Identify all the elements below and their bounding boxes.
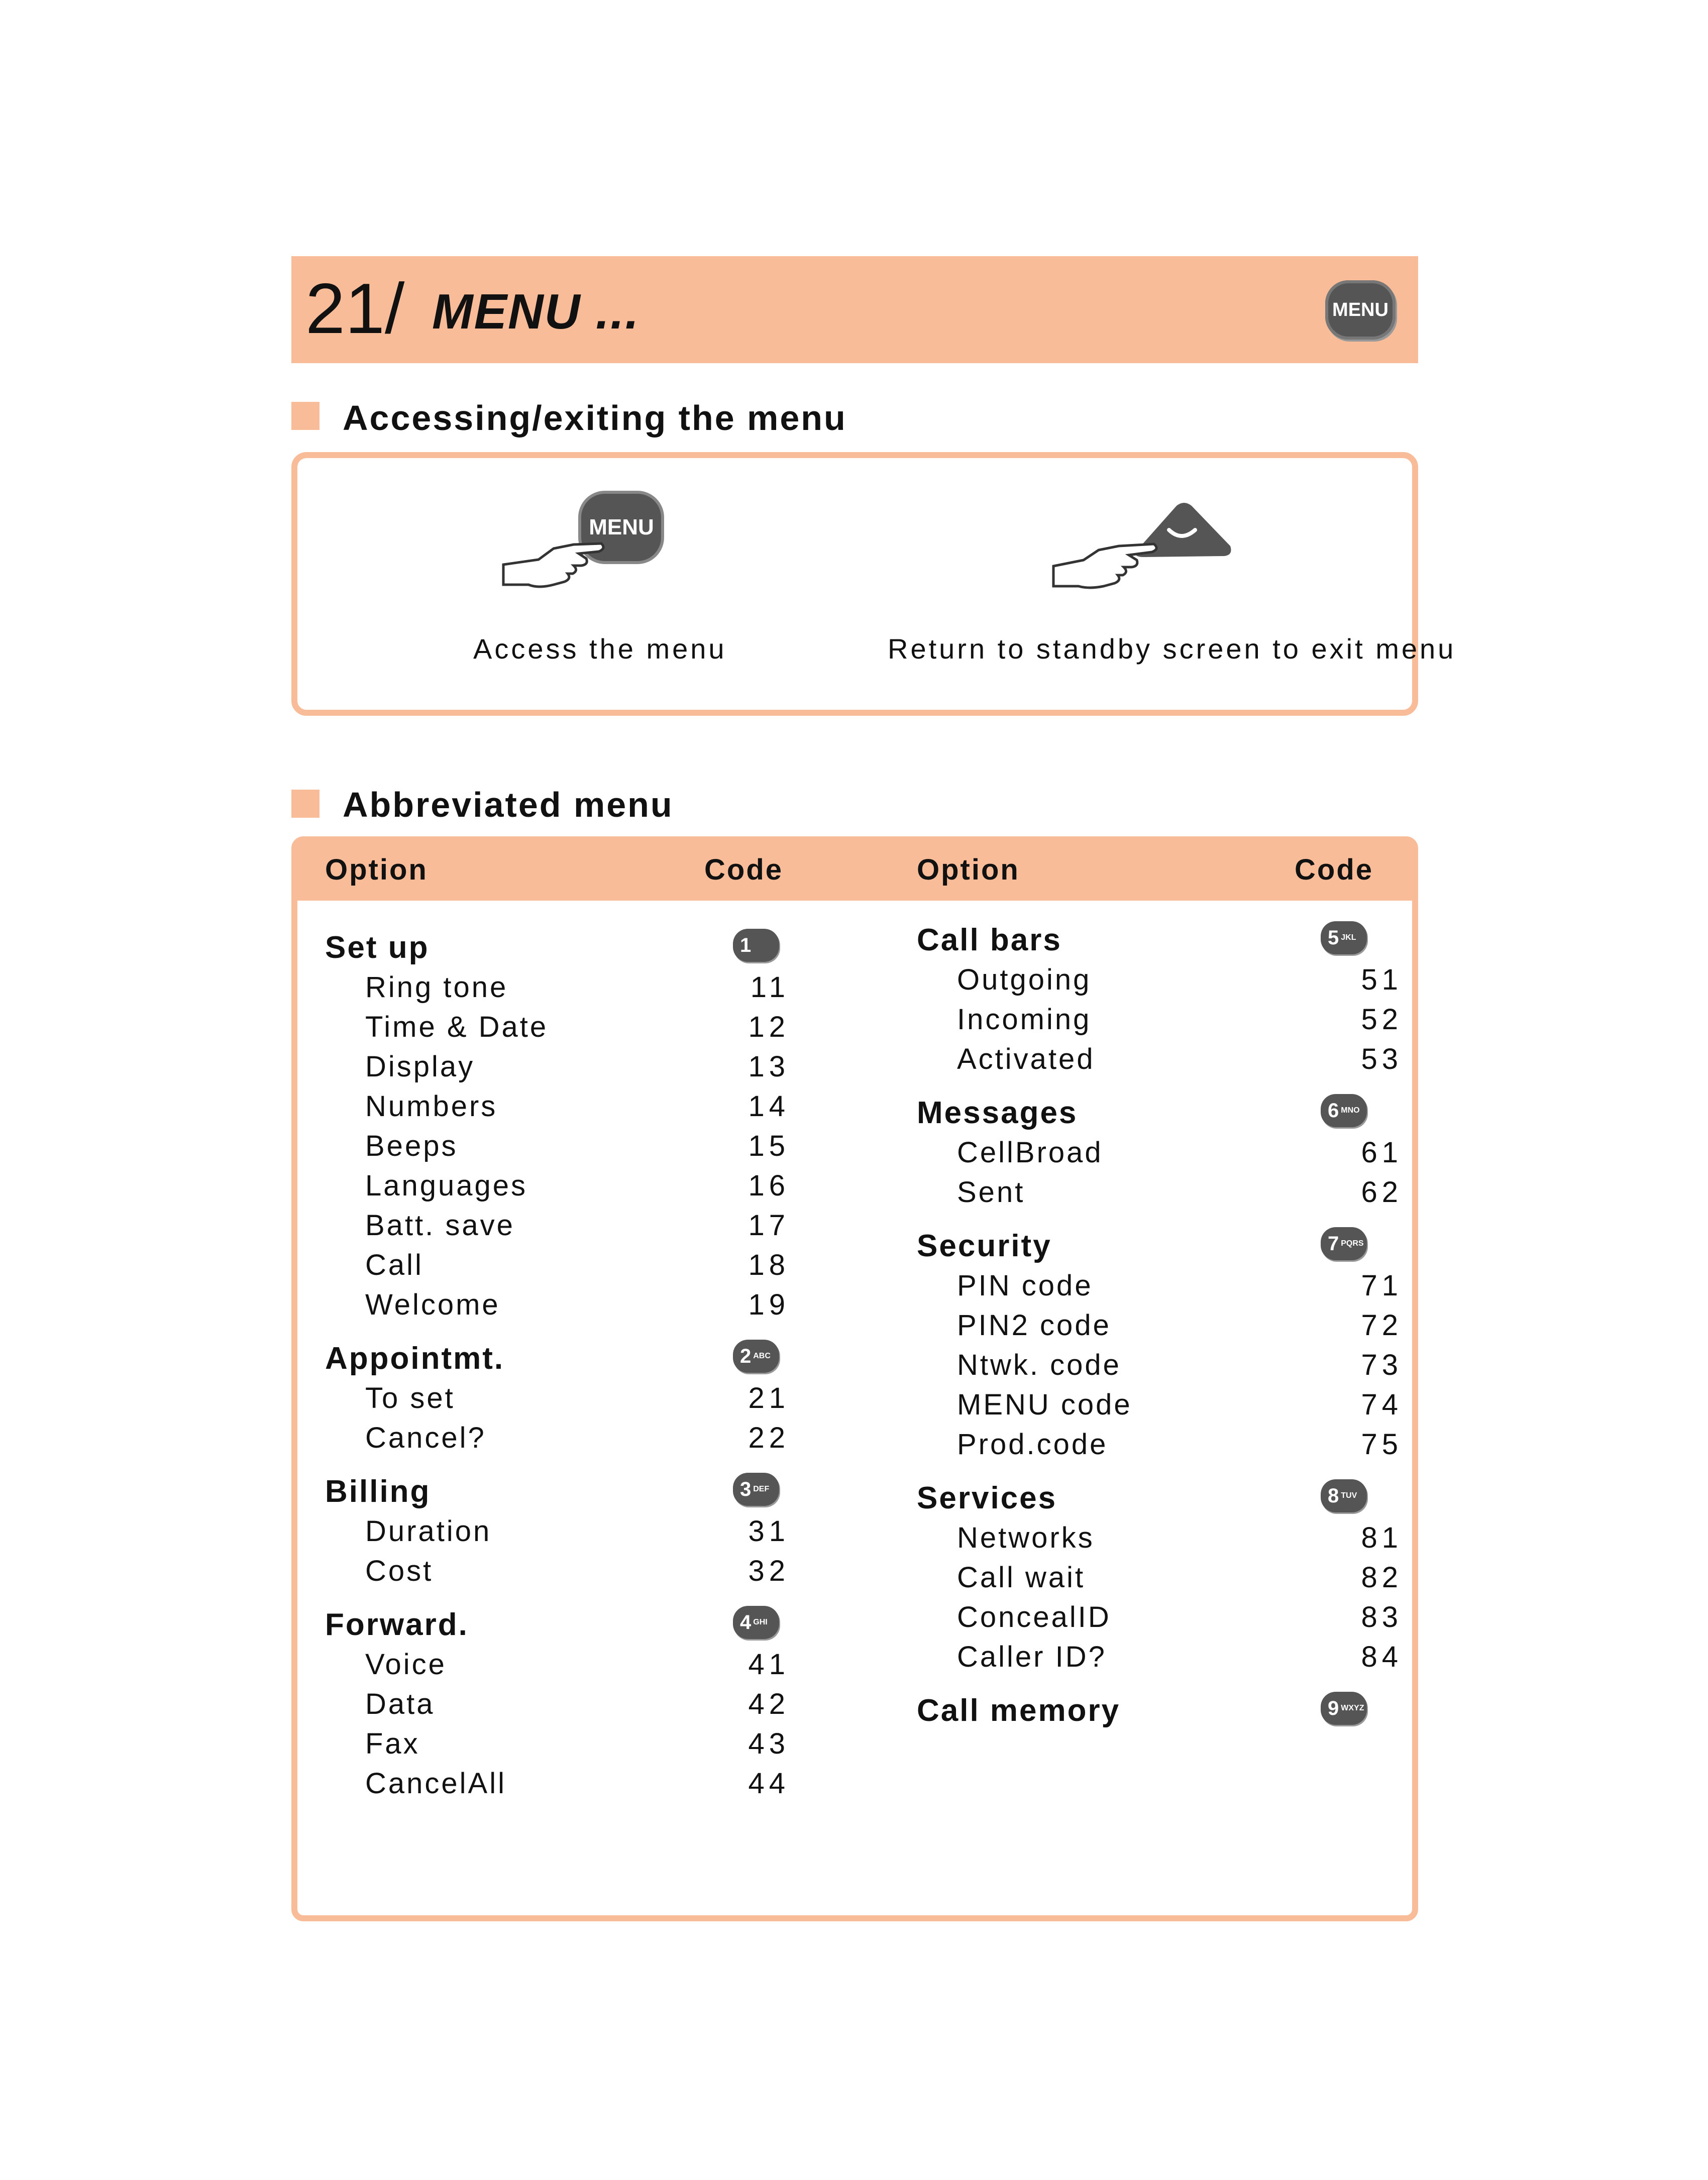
menu-item-code: 82 [1361, 1561, 1403, 1594]
svg-text:MENU: MENU [589, 515, 654, 539]
section-heading-abbrev: Abbreviated menu [343, 785, 674, 824]
menu-item-code: 32 [748, 1555, 790, 1587]
menu-item-label: Networks [957, 1521, 1095, 1554]
menu-key-icon: MENU [1325, 280, 1396, 340]
menu-item-label: Outgoing [957, 963, 1092, 996]
menu-item-label: Activated [957, 1043, 1095, 1075]
menu-item-label: Sent [957, 1176, 1025, 1209]
menu-item-code: 16 [748, 1169, 790, 1202]
menu-item-code: 14 [748, 1090, 790, 1123]
exit-caption: Return to standby screen to exit menu [888, 633, 1456, 665]
key-2-icon: 2 ABC [733, 1340, 779, 1373]
menu-item-code: 19 [748, 1288, 790, 1321]
menu-item-label: Languages [365, 1169, 528, 1202]
menu-item-code: 73 [1361, 1349, 1403, 1381]
left-menu-column [297, 842, 855, 1897]
access-panel [291, 452, 1456, 716]
key-8-icon: 8 TUV [1321, 1479, 1367, 1512]
menu-group-label: Forward. [325, 1607, 469, 1642]
menu-item-label: PIN2 code [957, 1309, 1111, 1342]
menu-item-code: 31 [748, 1515, 790, 1548]
menu-item-code: 74 [1361, 1388, 1403, 1421]
menu-group-label: Call bars [917, 923, 1062, 957]
abbrev-menu-panel [291, 836, 1418, 1921]
menu-item-code: 13 [748, 1050, 790, 1083]
menu-item-code: 17 [748, 1209, 790, 1242]
menu-item-label: PIN code [957, 1269, 1093, 1302]
menu-item-code: 61 [1361, 1136, 1403, 1169]
title-bar [291, 256, 1418, 363]
menu-item-code: 11 [750, 971, 790, 1004]
key-9-icon: 9 WXYZ [1321, 1692, 1367, 1725]
menu-item-code: 18 [748, 1249, 790, 1281]
menu-item-label: Cost [365, 1555, 434, 1587]
menu-item-label: Caller ID? [957, 1641, 1107, 1673]
section-bullet [291, 402, 319, 430]
page-title: MENU ... [432, 284, 640, 339]
menu-item-label: Batt. save [365, 1209, 515, 1242]
chapter-number: 21/ [305, 269, 405, 349]
menu-item-code: 81 [1361, 1521, 1403, 1554]
menu-group-label: Set up [325, 930, 430, 965]
col-option-left: Option [325, 853, 428, 886]
menu-item-label: Data [365, 1688, 435, 1720]
key-1-icon: 1 [733, 929, 779, 962]
menu-item-label: CellBroad [957, 1136, 1103, 1169]
menu-item-label: Time & Date [365, 1011, 549, 1043]
section-bullet [291, 790, 319, 818]
menu-item-code: 41 [748, 1648, 790, 1681]
menu-group-label: Security [917, 1229, 1052, 1263]
menu-group-label: Call memory [917, 1693, 1121, 1728]
right-menu-column [855, 842, 1413, 1897]
menu-item-code: 84 [1361, 1641, 1403, 1673]
menu-item-code: 83 [1361, 1601, 1403, 1633]
menu-item-label: Beeps [365, 1130, 458, 1162]
key-6-icon: 6 MNO [1321, 1094, 1367, 1127]
menu-item-label: CancelAll [365, 1767, 506, 1800]
menu-item-label: Cancel? [365, 1422, 486, 1454]
key-3-icon: 3 DEF [733, 1473, 779, 1506]
menu-item-label: Duration [365, 1515, 492, 1548]
menu-item-label: Voice [365, 1648, 447, 1681]
section-heading-access: Accessing/exiting the menu [343, 398, 847, 438]
menu-item-label: Numbers [365, 1090, 498, 1123]
menu-item-code: 53 [1361, 1043, 1403, 1075]
menu-item-code: 21 [748, 1382, 790, 1414]
key-5-icon: 5 JKL [1321, 921, 1367, 954]
menu-item-label: Prod.code [957, 1428, 1108, 1461]
menu-item-label: To set [365, 1382, 455, 1414]
menu-item-code: 43 [748, 1727, 790, 1760]
menu-item-label: Ring tone [365, 971, 508, 1004]
access-caption: Access the menu [473, 633, 727, 665]
menu-group-label: Services [917, 1481, 1057, 1515]
menu-item-code: 15 [748, 1130, 790, 1162]
menu-item-label: MENU code [957, 1388, 1132, 1421]
menu-item-label: Fax [365, 1727, 420, 1760]
menu-item-code: 71 [1361, 1269, 1403, 1302]
menu-item-label: ConcealID [957, 1601, 1111, 1633]
menu-item-label: Incoming [957, 1003, 1092, 1036]
menu-item-code: 72 [1361, 1309, 1403, 1342]
menu-item-code: 62 [1361, 1176, 1403, 1209]
col-option-right: Option [917, 853, 1020, 886]
hand-press-end-key-icon [1048, 496, 1239, 596]
menu-item-code: 51 [1361, 963, 1403, 996]
col-code-left: Code [704, 853, 783, 886]
menu-item-code: 52 [1361, 1003, 1403, 1036]
menu-item-code: 44 [748, 1767, 790, 1800]
menu-item-label: Welcome [365, 1288, 500, 1321]
menu-item-code: 22 [748, 1422, 790, 1454]
menu-group-label: Appointmt. [325, 1341, 505, 1376]
hand-press-menu-icon [498, 489, 669, 610]
col-code-right: Code [1295, 853, 1373, 886]
key-4-icon: 4 GHI [733, 1606, 779, 1639]
key-7-icon: 7 PQRS [1321, 1227, 1367, 1260]
menu-group-label: Messages [917, 1096, 1078, 1130]
menu-group-label: Billing [325, 1474, 431, 1509]
menu-item-code: 42 [748, 1688, 790, 1720]
menu-item-code: 75 [1361, 1428, 1403, 1461]
menu-item-code: 12 [748, 1011, 790, 1043]
menu-item-label: Call wait [957, 1561, 1086, 1594]
menu-item-label: Ntwk. code [957, 1349, 1121, 1381]
menu-item-label: Display [365, 1050, 475, 1083]
menu-item-label: Call [365, 1249, 423, 1281]
